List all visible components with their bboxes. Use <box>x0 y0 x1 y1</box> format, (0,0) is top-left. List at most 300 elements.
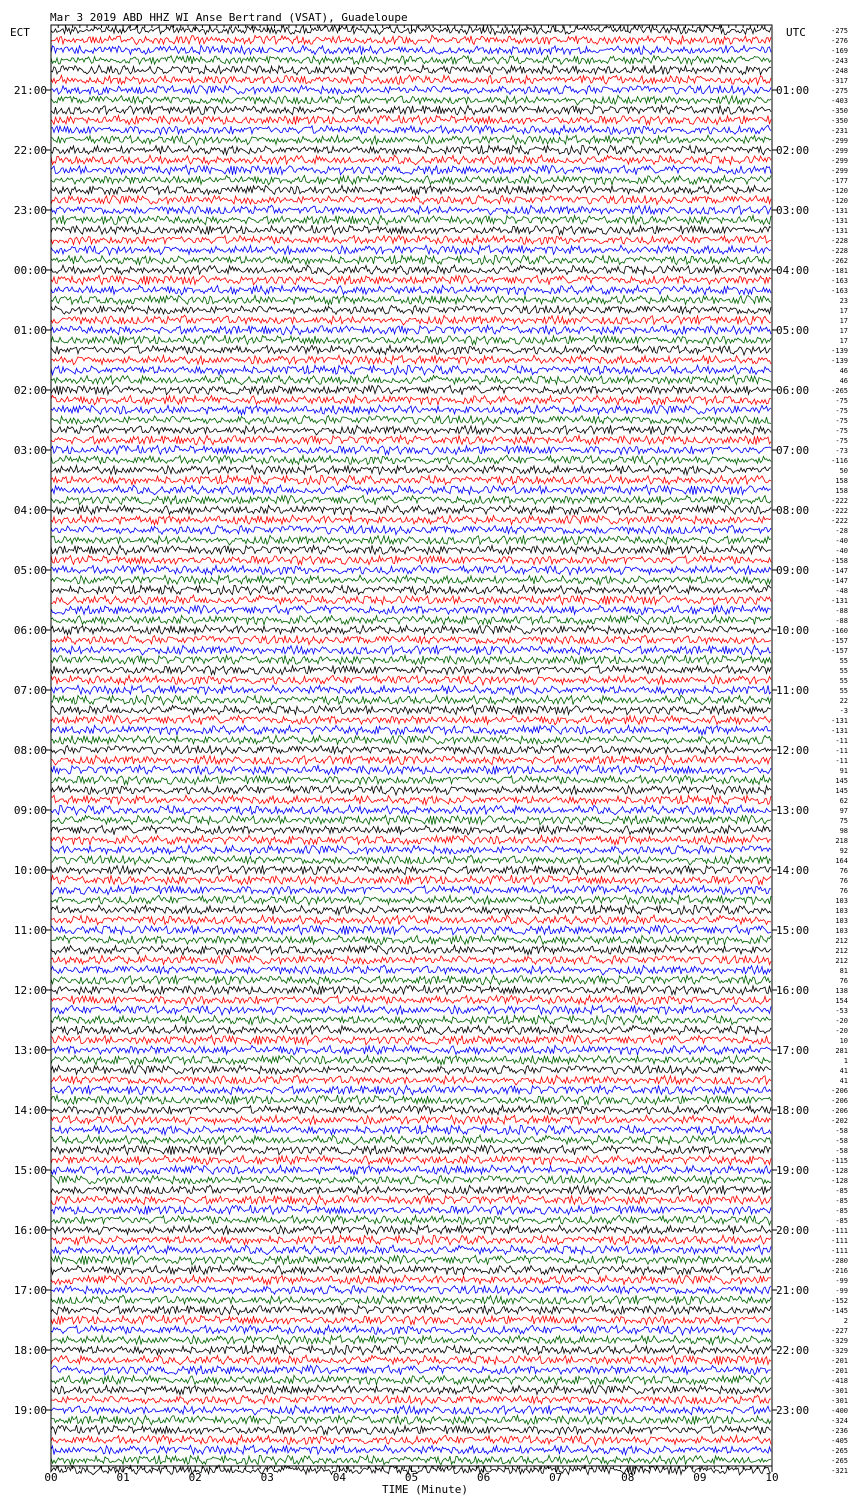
seismic-trace <box>51 1445 771 1455</box>
seismic-trace <box>51 775 771 784</box>
seismic-trace <box>51 445 771 455</box>
trace-offset-label: 154 <box>835 997 848 1005</box>
seismic-trace <box>51 645 771 655</box>
x-tick-label: 06 <box>476 1471 491 1484</box>
right-hour-label: 18:00 <box>776 1104 810 1117</box>
trace-offset-label: -75 <box>835 417 848 425</box>
trace-offset-label: 50 <box>839 467 848 475</box>
right-hour-label: 19:00 <box>776 1164 810 1177</box>
trace-offset-label: 138 <box>835 987 848 995</box>
right-timezone-label: UTC <box>786 26 806 39</box>
seismic-trace <box>51 475 771 485</box>
seismic-trace <box>51 315 771 325</box>
trace-offset-label: 145 <box>835 787 848 795</box>
trace-offset-label: -58 <box>835 1147 848 1155</box>
seismic-trace <box>51 285 771 295</box>
trace-offset-label: -131 <box>831 717 848 725</box>
trace-offset-label: -163 <box>831 277 848 285</box>
right-hour-label: 12:00 <box>776 744 810 757</box>
right-hour-label: 01:00 <box>776 84 810 97</box>
seismic-trace <box>51 1205 771 1215</box>
left-hour-label: 00:00 <box>13 264 47 277</box>
seismic-trace <box>51 1405 771 1415</box>
seismic-trace <box>51 425 771 435</box>
right-hour-label: 05:00 <box>776 324 810 337</box>
trace-offset-label: 98 <box>839 827 848 835</box>
trace-offset-label: -147 <box>831 567 848 575</box>
seismic-trace <box>51 905 771 915</box>
trace-offset-label: 62 <box>839 797 848 805</box>
x-tick-label: 08 <box>621 1471 635 1484</box>
seismic-trace <box>51 1125 771 1135</box>
trace-offset-label: -206 <box>831 1107 848 1115</box>
seismic-trace <box>51 65 771 75</box>
seismic-trace <box>51 1375 771 1385</box>
x-tick-label: 03 <box>260 1471 274 1484</box>
seismic-trace <box>51 1095 771 1105</box>
seismic-trace <box>51 1155 771 1165</box>
trace-offset-label: -163 <box>831 287 848 295</box>
right-hour-label: 13:00 <box>776 804 810 817</box>
seismic-trace <box>51 805 771 815</box>
trace-offset-label: -177 <box>831 177 848 185</box>
seismic-trace <box>51 1185 771 1195</box>
seismic-trace <box>51 525 771 534</box>
seismic-trace <box>51 1225 771 1234</box>
left-hour-label: 19:00 <box>13 1404 47 1417</box>
seismic-trace <box>51 1035 771 1045</box>
seismic-trace <box>51 635 771 644</box>
trace-offset-label: -128 <box>831 1177 848 1185</box>
trace-offset-label: -85 <box>835 1187 848 1195</box>
left-hour-label: 05:00 <box>13 564 47 577</box>
chart-title: Mar 3 2019 ABD HHZ WI Anse Bertrand (VSAT), Guadeloupe <box>50 11 408 24</box>
seismic-trace <box>51 945 771 955</box>
left-hour-label: 22:00 <box>13 144 47 157</box>
x-tick-label: 04 <box>332 1471 347 1484</box>
seismic-trace <box>51 205 771 215</box>
seismic-trace <box>51 735 771 744</box>
seismic-trace <box>51 145 771 155</box>
seismic-trace <box>51 675 771 685</box>
seismic-trace <box>51 35 771 45</box>
trace-offset-label: -131 <box>831 217 848 225</box>
trace-offset-label: 17 <box>839 337 848 345</box>
seismic-trace <box>51 845 771 854</box>
trace-offset-label: -206 <box>831 1097 848 1105</box>
seismic-trace <box>51 885 771 894</box>
right-hour-label: 14:00 <box>776 864 810 877</box>
seismic-trace <box>51 1235 771 1245</box>
seismic-trace <box>51 245 771 255</box>
trace-offset-label: -243 <box>831 57 848 65</box>
seismic-trace <box>51 1005 771 1015</box>
trace-offset-label: 55 <box>839 687 848 695</box>
seismic-trace <box>51 75 771 84</box>
seismic-trace <box>51 865 771 875</box>
right-hour-label: 16:00 <box>776 984 810 997</box>
seismic-trace <box>51 345 771 355</box>
left-timezone-label: ECT <box>10 26 30 39</box>
seismic-trace <box>51 1255 771 1264</box>
trace-offset-label: -131 <box>831 727 848 735</box>
seismic-trace <box>51 695 771 705</box>
right-hour-label: 06:00 <box>776 384 810 397</box>
seismic-trace <box>51 155 771 165</box>
trace-offset-label: -139 <box>831 347 848 355</box>
trace-offset-label: 76 <box>839 867 848 875</box>
trace-offset-label: -317 <box>831 77 848 85</box>
seismic-trace <box>51 375 771 385</box>
seismic-trace <box>51 1265 771 1275</box>
seismic-trace <box>51 745 771 754</box>
right-hour-label: 23:00 <box>776 1404 810 1417</box>
seismic-trace <box>51 265 771 275</box>
seismic-trace <box>51 655 771 665</box>
trace-offset-label: -20 <box>835 1017 848 1025</box>
trace-offset-label: 76 <box>839 877 848 885</box>
trace-offset-label: 145 <box>835 777 848 785</box>
x-axis-label: TIME (Minute) <box>381 1483 469 1496</box>
seismic-trace <box>51 355 771 364</box>
trace-offset-label: -131 <box>831 597 848 605</box>
left-hour-label: 03:00 <box>13 444 47 457</box>
trace-offset-label: 212 <box>835 947 848 955</box>
trace-offset-label: -181 <box>831 267 848 275</box>
trace-offset-label: -40 <box>835 547 848 555</box>
trace-offset-label: -128 <box>831 1167 848 1175</box>
trace-offset-label: -11 <box>835 757 848 765</box>
seismic-trace <box>51 915 771 925</box>
seismic-trace <box>51 1385 771 1395</box>
trace-offset-label: -201 <box>831 1367 848 1375</box>
trace-offset-label: -11 <box>835 737 848 745</box>
seismic-trace <box>51 995 771 1004</box>
seismic-trace <box>51 1085 771 1095</box>
seismic-trace <box>51 1365 771 1374</box>
right-hour-label: 17:00 <box>776 1044 810 1057</box>
trace-offset-label: -265 <box>831 1447 848 1455</box>
seismic-trace <box>51 175 771 185</box>
seismic-trace <box>51 215 771 225</box>
trace-offset-label: -222 <box>831 507 848 515</box>
trace-offset-label: -201 <box>831 1357 848 1365</box>
trace-offset-label: -131 <box>831 227 848 235</box>
seismic-trace <box>51 1315 771 1325</box>
seismic-trace <box>51 45 771 55</box>
trace-offset-label: -350 <box>831 107 848 115</box>
seismic-trace <box>51 1115 771 1125</box>
trace-offset-label: -111 <box>831 1247 848 1255</box>
trace-offset-label: 76 <box>839 887 848 895</box>
trace-offset-label: -299 <box>831 137 848 145</box>
left-hour-label: 23:00 <box>13 204 47 217</box>
x-tick-label: 02 <box>188 1471 202 1484</box>
trace-offset-label: 103 <box>835 897 848 905</box>
left-hour-label: 08:00 <box>13 744 47 757</box>
trace-offset-label: -158 <box>831 557 848 565</box>
trace-offset-label: -75 <box>835 397 848 405</box>
trace-offset-label: 212 <box>835 957 848 965</box>
seismic-trace <box>51 165 771 175</box>
seismic-trace <box>51 705 771 715</box>
trace-offset-label: -120 <box>831 197 848 205</box>
left-hour-label: 02:00 <box>13 384 47 397</box>
seismic-trace <box>51 555 771 565</box>
seismic-trace <box>51 56 771 65</box>
trace-offset-label: -321 <box>831 1467 848 1475</box>
trace-offset-label: -236 <box>831 1427 848 1435</box>
trace-offset-label: -88 <box>835 617 848 625</box>
trace-offset-label: 97 <box>839 807 848 815</box>
seismic-trace <box>51 306 771 315</box>
trace-offset-label: 164 <box>835 857 848 865</box>
trace-offset-label: -48 <box>835 587 848 595</box>
seismic-trace <box>51 325 771 335</box>
seismic-trace <box>51 115 771 125</box>
trace-offset-label: -222 <box>831 517 848 525</box>
seismic-trace <box>51 515 771 525</box>
seismic-trace <box>51 1015 771 1025</box>
right-hour-label: 04:00 <box>776 264 810 277</box>
left-hour-labels <box>14 84 51 1417</box>
trace-offset-label: 1 <box>843 1057 848 1065</box>
seismic-trace <box>51 605 771 614</box>
trace-offset-label: -115 <box>831 1157 848 1165</box>
trace-offset-label: 92 <box>839 847 848 855</box>
trace-offset-label: -145 <box>831 1307 848 1315</box>
left-hour-label: 21:00 <box>13 84 47 97</box>
seismic-trace <box>51 275 771 285</box>
trace-offset-label: -280 <box>831 1257 848 1265</box>
left-hour-label: 11:00 <box>13 924 47 937</box>
trace-offset-label: -275 <box>831 87 848 95</box>
trace-offset-label: 2 <box>843 1317 848 1325</box>
seismic-trace <box>51 1165 771 1175</box>
x-tick-label: 00 <box>44 1471 58 1484</box>
x-tick-label: 01 <box>116 1471 130 1484</box>
left-hour-label: 06:00 <box>13 624 47 637</box>
seismic-trace <box>51 196 771 205</box>
seismic-trace <box>51 855 771 865</box>
seismic-trace <box>51 595 771 605</box>
left-hour-label: 16:00 <box>13 1224 47 1237</box>
trace-offset-label: -160 <box>831 627 848 635</box>
trace-offset-label: 212 <box>835 937 848 945</box>
trace-offset-label: 46 <box>839 367 848 375</box>
trace-offset-label: 41 <box>839 1077 848 1085</box>
left-hour-label: 13:00 <box>13 1044 47 1057</box>
trace-offset-label: -403 <box>831 97 848 105</box>
seismic-trace <box>51 1286 771 1295</box>
trace-offset-label: 23 <box>839 297 848 305</box>
seismic-trace <box>51 505 771 515</box>
trace-offset-label: 55 <box>839 677 848 685</box>
trace-offset-label: 55 <box>839 667 848 675</box>
seismic-trace <box>51 1435 771 1445</box>
trace-offset-label: -231 <box>831 127 848 135</box>
seismic-trace <box>51 485 771 495</box>
seismic-trace <box>51 1425 771 1435</box>
trace-offset-label: 17 <box>839 317 848 325</box>
trace-offset-label: -329 <box>831 1347 848 1355</box>
left-hour-label: 17:00 <box>13 1284 47 1297</box>
trace-offset-label: 103 <box>835 917 848 925</box>
trace-offset-label: -276 <box>831 37 848 45</box>
trace-offset-label: -131 <box>831 207 848 215</box>
trace-offset-label: -20 <box>835 1027 848 1035</box>
trace-offset-label: 91 <box>839 767 848 775</box>
right-hour-label: 03:00 <box>776 204 810 217</box>
trace-offset-label: -265 <box>831 1457 848 1465</box>
trace-offset-label: -202 <box>831 1117 848 1125</box>
seismic-trace <box>51 875 771 885</box>
trace-offset-label: 46 <box>839 377 848 385</box>
trace-offset-label: -248 <box>831 67 848 75</box>
seismic-trace <box>51 416 771 425</box>
seismic-trace <box>51 1066 771 1075</box>
trace-offset-label: -40 <box>835 537 848 545</box>
seismic-trace <box>51 625 771 635</box>
seismic-trace <box>51 395 771 405</box>
seismic-trace <box>51 1055 771 1065</box>
trace-offset-label: -169 <box>831 47 848 55</box>
trace-offset-label: -324 <box>831 1417 848 1425</box>
seismic-trace <box>51 1135 771 1145</box>
seismic-trace <box>51 86 771 95</box>
seismic-trace <box>51 1045 771 1055</box>
trace-offset-label: -301 <box>831 1387 848 1395</box>
seismic-trace <box>51 335 771 345</box>
seismic-trace <box>51 1335 771 1345</box>
right-hour-label: 15:00 <box>776 924 810 937</box>
seismic-trace <box>51 185 771 195</box>
seismic-trace <box>51 965 771 975</box>
trace-offset-label: -99 <box>835 1277 848 1285</box>
seismic-trace <box>51 715 771 724</box>
left-hour-label: 10:00 <box>13 864 47 877</box>
left-hour-label: 07:00 <box>13 684 47 697</box>
seismic-trace <box>51 1415 771 1425</box>
trace-offset-label: -85 <box>835 1207 848 1215</box>
trace-offset-label: -262 <box>831 257 848 265</box>
trace-offset-label: -3 <box>839 707 848 715</box>
seismic-trace <box>51 365 771 375</box>
trace-offset-label: -99 <box>835 1287 848 1295</box>
x-tick-label: 07 <box>549 1471 563 1484</box>
right-hour-label: 22:00 <box>776 1344 810 1357</box>
trace-offset-label: 81 <box>839 967 848 975</box>
seismic-trace <box>51 295 771 305</box>
seismic-trace <box>51 495 771 504</box>
seismic-trace <box>51 125 771 134</box>
trace-offset-label: 158 <box>835 477 848 485</box>
trace-offset-label: -152 <box>831 1297 848 1305</box>
seismic-trace <box>51 585 771 595</box>
seismic-trace <box>51 785 771 795</box>
right-hour-label: 10:00 <box>776 624 810 637</box>
seismic-trace <box>51 666 771 675</box>
trace-offset-label: -227 <box>831 1327 848 1335</box>
seismic-trace <box>51 1075 771 1085</box>
trace-offset-label: 17 <box>839 307 848 315</box>
trace-offset-label: -120 <box>831 187 848 195</box>
trace-offset-label: -73 <box>835 447 848 455</box>
right-hour-label: 08:00 <box>776 504 810 517</box>
trace-offset-label: -228 <box>831 237 848 245</box>
trace-offset-label: 103 <box>835 907 848 915</box>
trace-offset-label: 17 <box>839 327 848 335</box>
seismic-trace <box>51 565 771 575</box>
trace-offset-label: 103 <box>835 927 848 935</box>
trace-offset-label: 76 <box>839 977 848 985</box>
seismic-trace <box>51 225 771 235</box>
trace-offset-label: -157 <box>831 647 848 655</box>
right-hour-label: 02:00 <box>776 144 810 157</box>
left-hour-label: 12:00 <box>13 984 47 997</box>
seismic-trace <box>51 535 771 545</box>
right-hour-label: 09:00 <box>776 564 810 577</box>
seismic-trace <box>51 1195 771 1205</box>
trace-offset-label: -111 <box>831 1227 848 1235</box>
trace-offset-label: 55 <box>839 657 848 665</box>
seismic-trace <box>51 925 771 935</box>
x-tick-label: 09 <box>693 1471 707 1484</box>
seismic-trace <box>51 815 771 825</box>
trace-offset-label: -75 <box>835 407 848 415</box>
right-hour-label: 11:00 <box>776 684 810 697</box>
seismic-trace <box>51 795 771 805</box>
trace-offset-label: -265 <box>831 387 848 395</box>
trace-offset-label: -350 <box>831 117 848 125</box>
trace-offset-label: -222 <box>831 497 848 505</box>
trace-offset-label: -301 <box>831 1397 848 1405</box>
seismic-trace <box>51 825 771 834</box>
trace-offset-label: 41 <box>839 1067 848 1075</box>
seismic-trace <box>51 1345 771 1355</box>
seismic-trace <box>51 405 771 415</box>
trace-offset-label: -75 <box>835 437 848 445</box>
seismic-trace <box>51 1215 771 1225</box>
trace-offset-label: -53 <box>835 1007 848 1015</box>
right-hour-label: 21:00 <box>776 1284 810 1297</box>
left-hour-label: 14:00 <box>13 1104 47 1117</box>
trace-offset-label: -75 <box>835 427 848 435</box>
trace-offset-label: -88 <box>835 607 848 615</box>
trace-offset-labels <box>831 27 848 1475</box>
trace-offset-label: -147 <box>831 577 848 585</box>
seismic-trace <box>51 1295 771 1305</box>
seismic-trace <box>51 615 771 625</box>
seismic-trace <box>51 955 771 964</box>
left-hour-label: 18:00 <box>13 1344 47 1357</box>
trace-offset-label: 158 <box>835 487 848 495</box>
seismic-trace <box>51 895 771 905</box>
right-hour-label: 20:00 <box>776 1224 810 1237</box>
left-hour-label: 01:00 <box>13 324 47 337</box>
trace-offset-label: -405 <box>831 1437 848 1445</box>
trace-offset-label: -206 <box>831 1087 848 1095</box>
trace-offset-label: 218 <box>835 837 848 845</box>
trace-offset-label: -418 <box>831 1377 848 1385</box>
trace-offset-label: 75 <box>839 817 848 825</box>
trace-offset-label: -139 <box>831 357 848 365</box>
trace-offset-label: -299 <box>831 167 848 175</box>
seismic-trace <box>51 1105 771 1114</box>
trace-offset-label: -58 <box>835 1137 848 1145</box>
trace-offset-label: -299 <box>831 157 848 165</box>
seismic-trace <box>51 135 771 145</box>
